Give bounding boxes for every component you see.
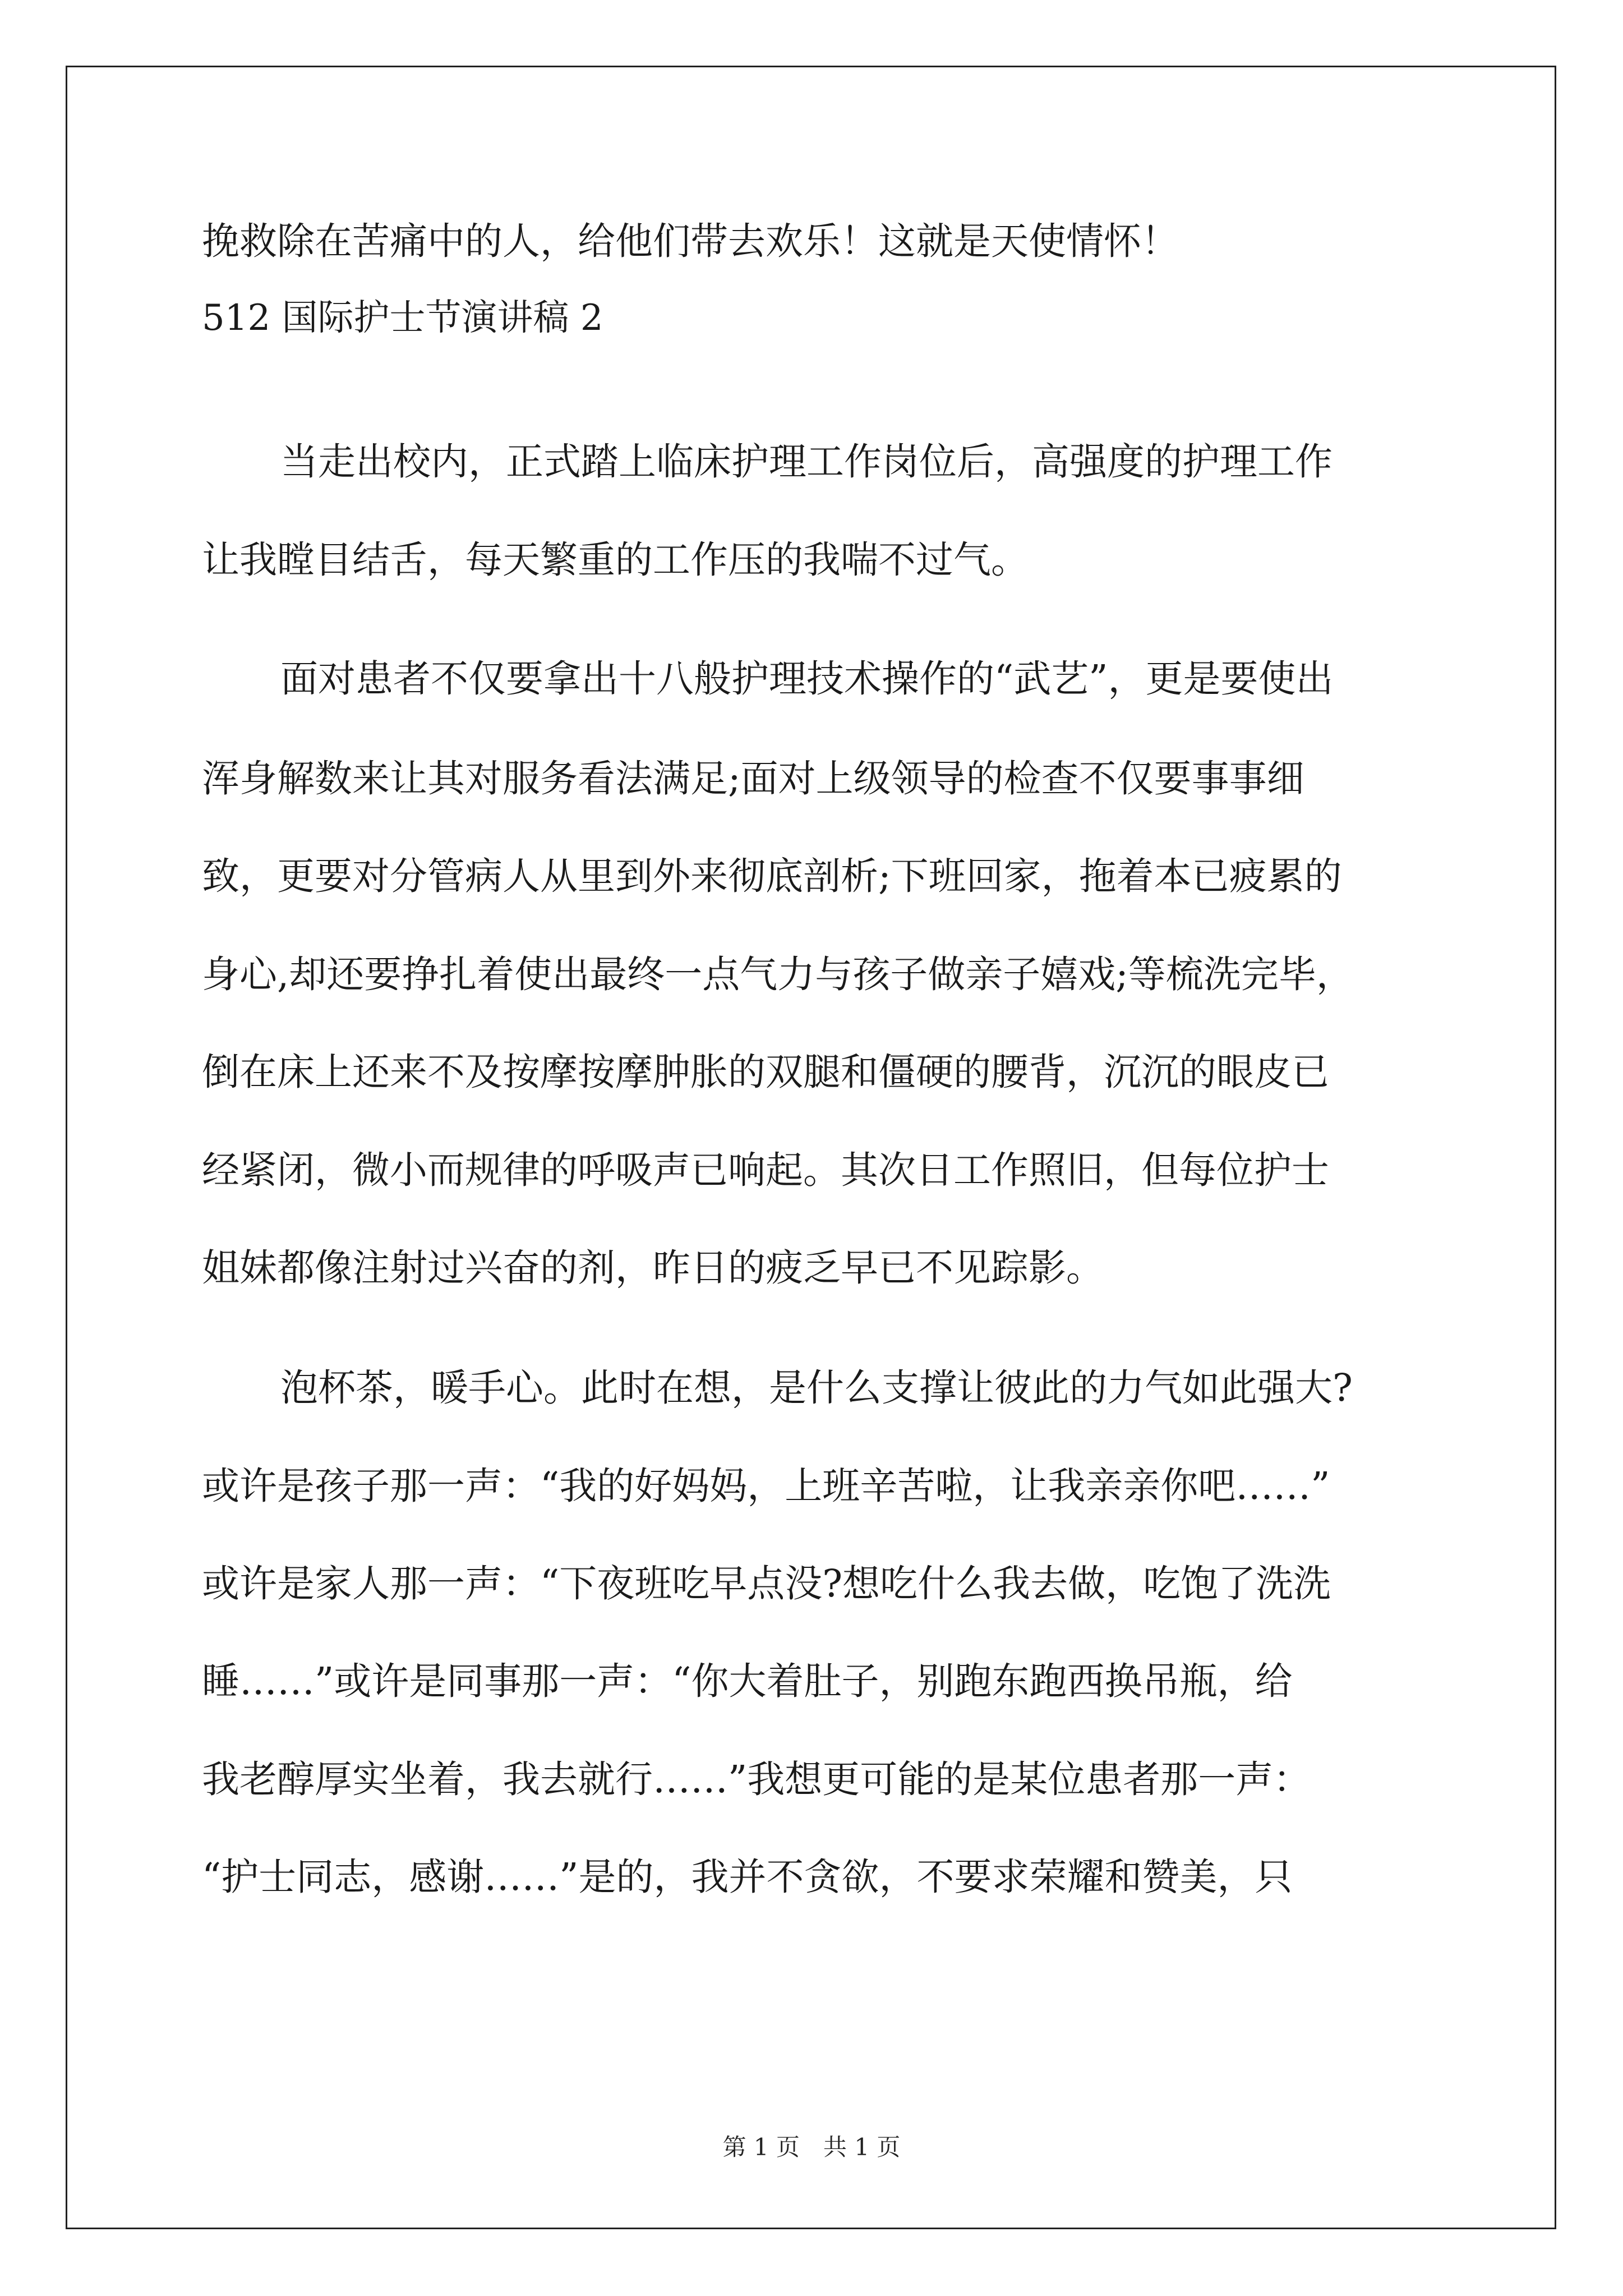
body-line: 睡……”或许是同事那一声：“你大着肚子，别跑东跑西换吊瓶，给 (202, 1659, 1293, 1703)
body-line: 身心,却还要挣扎着使出最终一点气力与孩子做亲子嬉戏;等梳洗完毕， (202, 953, 1354, 996)
body-line: 致，更要对分管病人从里到外来彻底剖析;下班回家，拖着本已疲累的 (202, 854, 1342, 898)
paragraph-start: 泡杯茶，暖手心。此时在想，是什么支撑让彼此的力气如此强大? (280, 1366, 1353, 1410)
body-line: 倒在床上还来不及按摩按摩肿胀的双腿和僵硬的腰背，沉沉的眼皮已 (202, 1050, 1329, 1094)
body-line: 浑身解数来让其对服务看法满足;面对上级领导的检查不仅要事事细 (202, 757, 1304, 800)
body-line: 挽救除在苦痛中的人，给他们带去欢乐！这就是天使情怀！ (202, 219, 1179, 263)
body-line: 姐妹都像注射过兴奋的剂，昨日的疲乏早已不见踪影。 (202, 1246, 1104, 1290)
body-line: “护士同志，感谢……”是的，我并不贪欲，不要求荣耀和赞美，只 (202, 1855, 1293, 1899)
section-heading: 512 国际护士节演讲稿 2 (202, 297, 603, 339)
page-number-footer: 第 1 页 共 1 页 (722, 2133, 901, 2161)
body-line: 让我瞠目结舌，每天繁重的工作压的我喘不过气。 (202, 538, 1029, 582)
body-line: 经紧闭，微小而规律的呼吸声已响起。其次日工作照旧，但每位护士 (202, 1148, 1329, 1192)
paragraph-start: 面对患者不仅要拿出十八般护理技术操作的“武艺”，更是要使出 (280, 657, 1334, 701)
body-line: 我老醇厚实坐着，我去就行……”我想更可能的是某位患者那一声： (202, 1757, 1311, 1801)
body-line: 或许是家人那一声：“下夜班吃早点没?想吃什么我去做，吃饱了洗洗 (202, 1562, 1331, 1605)
body-line: 或许是孩子那一声：“我的好妈妈，上班辛苦啦，让我亲亲你吧……” (202, 1464, 1330, 1508)
paragraph-start: 当走出校内，正式踏上临床护理工作岗位后，高强度的护理工作 (280, 440, 1332, 484)
